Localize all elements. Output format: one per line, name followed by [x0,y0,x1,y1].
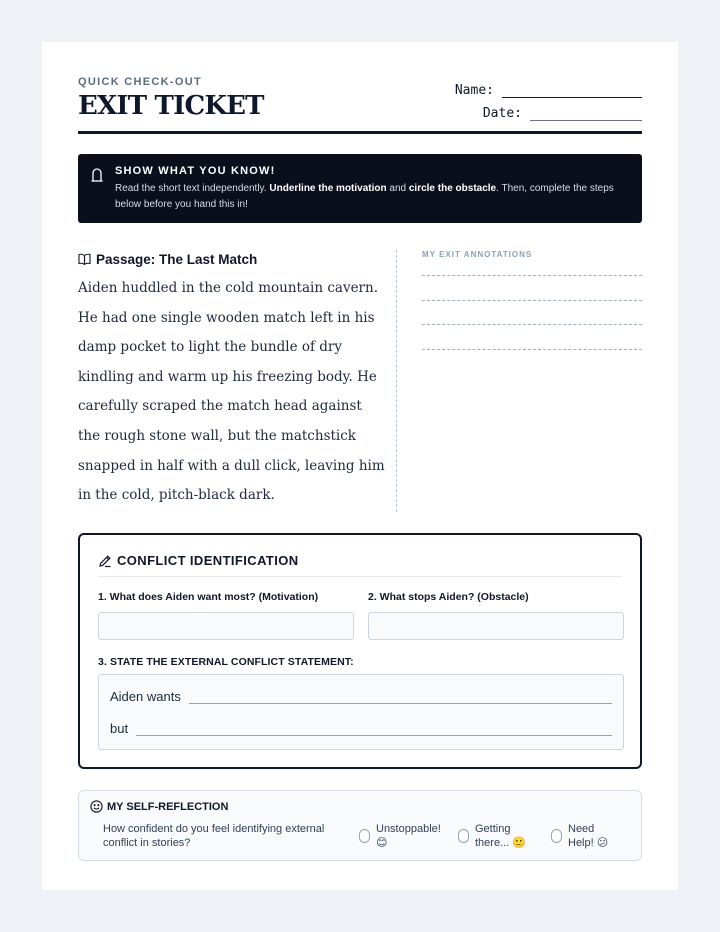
conflict-title: CONFLICT IDENTIFICATION [117,553,299,568]
wants-stem: Aiden wants [110,689,181,704]
radio-button[interactable] [359,829,370,843]
radio-button[interactable] [551,829,562,843]
column-divider [396,250,397,512]
radio-button[interactable] [458,829,469,843]
option-label: Getting there... 🙂 [475,823,526,849]
worksheet-page [42,42,678,890]
motivation-answer-box[interactable] [98,612,354,640]
reading-passage [78,250,388,511]
passage-heading [78,250,388,268]
reflection-heading [90,800,228,813]
confidence-question: How confident do you feel identifying external conflict in stories? [103,823,325,849]
passage-text[interactable]: Aiden huddled in the cold mountain cavern. He had one single wooden match left in his damp pocket to light the bundle of dry kindling and warm up his freezing body. He carefully scraped the match head against the rough stone wall, but the matchstick snapped in half with a dull click, leaving him in the cold, pitch-black dark. [78,280,385,504]
annotations-area [422,250,642,350]
self-reflection-card [78,790,642,861]
option-label: Need Help! 😕 [568,823,609,849]
annotations-label: MY EXIT ANNOTATIONS [422,250,533,259]
tombstone-icon [90,168,104,182]
annotation-line[interactable] [422,300,642,301]
but-row [110,721,612,736]
annotation-line[interactable] [422,349,642,350]
banner-title: SHOW WHAT YOU KNOW! [115,165,276,177]
name-field[interactable] [455,83,642,98]
date-line[interactable] [530,108,642,121]
instructions-banner [78,154,642,223]
option-label: Unstoppable! 😊 [376,823,441,849]
name-line[interactable] [502,85,642,98]
conflict-statement-question: 3. STATE THE EXTERNAL CONFLICT STATEMENT: [98,656,354,668]
motivation-question: 1. What does Aiden want most? (Motivation) [98,591,319,603]
option-unstoppable[interactable] [359,822,449,850]
wants-row [110,689,612,704]
option-need-help[interactable] [551,822,631,850]
reflection-title: MY SELF-REFLECTION [107,800,229,813]
passage-title: Passage: The Last Match [96,251,258,267]
date-label: Date: [482,106,522,121]
wants-answer-line[interactable] [189,694,612,704]
banner-instructions: Read the short text independently. Underline the motivation and circle the obstacle. Then, complete the steps below before you hand this in! [115,183,614,210]
annotation-line[interactable] [422,324,642,325]
motivation-instruction: Underline the motivation [269,183,387,194]
date-field[interactable] [483,106,642,121]
obstacle-question: 2. What stops Aiden? (Obstacle) [368,591,529,603]
annotation-line[interactable] [422,275,642,276]
page-title: EXIT TICKET [78,91,264,121]
smiley-icon [90,800,103,813]
conflict-identification-card [78,533,642,769]
obstacle-instruction: circle the obstacle [408,183,497,194]
option-getting-there[interactable] [458,822,538,850]
but-stem: but [110,721,129,736]
ticket-header [78,76,642,134]
conflict-statement-box [98,674,624,750]
book-icon [78,253,91,265]
eyebrow-label: QUICK CHECK-OUT [78,76,202,88]
conflict-heading [98,553,622,577]
obstacle-answer-box[interactable] [368,612,624,640]
but-answer-line[interactable] [136,726,612,736]
pencil-icon [98,554,112,568]
name-label: Name: [454,83,494,98]
